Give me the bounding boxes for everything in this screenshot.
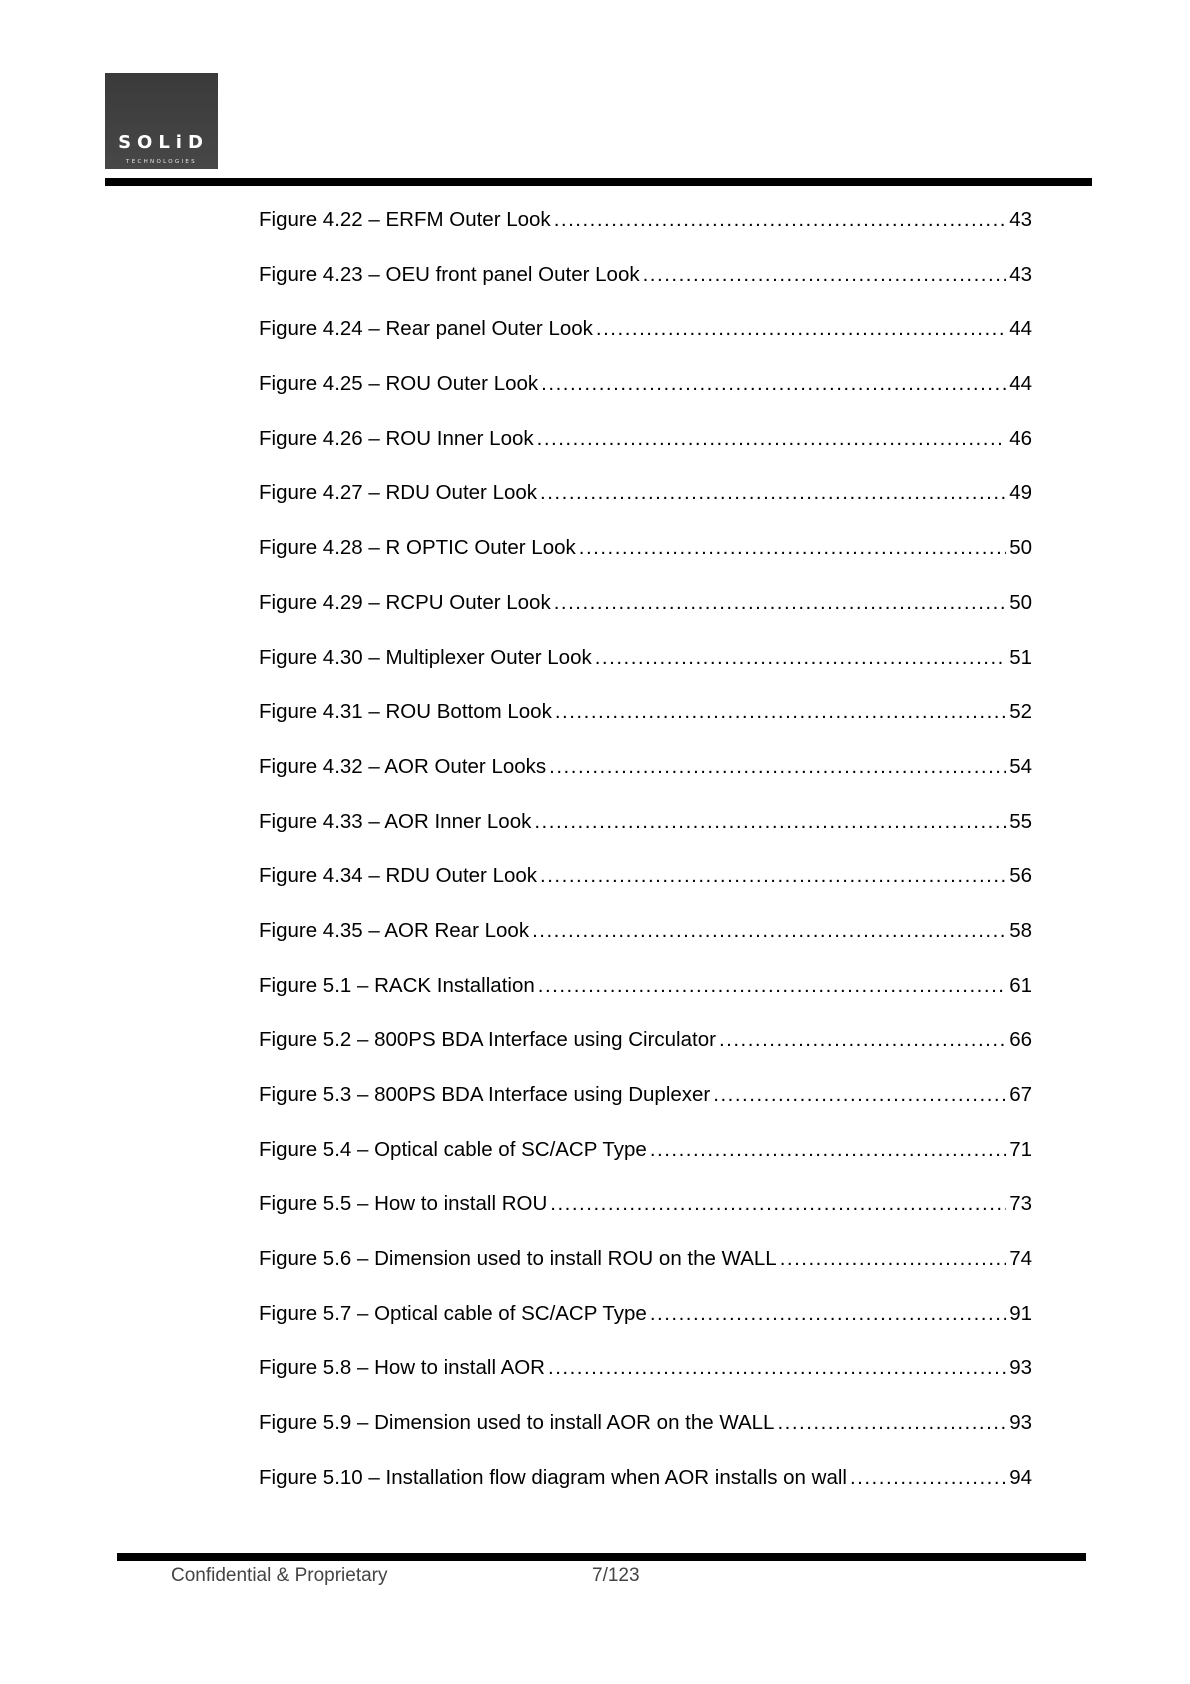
toc-entry-page: 54 bbox=[1009, 754, 1032, 778]
toc-entry[interactable] bbox=[259, 1411, 1032, 1466]
toc-entry-title: Figure 4.23 – OEU front panel Outer Look bbox=[259, 262, 640, 286]
toc-dot-leader bbox=[538, 974, 1006, 998]
toc-entry[interactable] bbox=[259, 372, 1032, 427]
toc-entry[interactable] bbox=[259, 1083, 1032, 1138]
toc-entry-title: Figure 4.26 – ROU Inner Look bbox=[259, 426, 534, 450]
toc-entry-title: Figure 4.25 – ROU Outer Look bbox=[259, 372, 539, 396]
toc-entry-title: Figure 4.28 – R OPTIC Outer Look bbox=[259, 536, 576, 560]
toc-entry-page: 44 bbox=[1009, 372, 1032, 396]
toc-entry[interactable] bbox=[259, 1302, 1032, 1357]
footer-rule bbox=[117, 1553, 1086, 1561]
toc-entry-page: 66 bbox=[1009, 1028, 1032, 1052]
toc-dot-leader bbox=[554, 208, 1007, 232]
company-logo bbox=[105, 73, 218, 169]
toc-entry-page: 61 bbox=[1009, 973, 1032, 997]
toc-entry-title: Figure 4.35 – AOR Rear Look bbox=[259, 918, 530, 942]
toc-dot-leader bbox=[650, 1138, 1006, 1162]
toc-dot-leader bbox=[541, 372, 1006, 396]
toc-entry-title: Figure 4.22 – ERFM Outer Look bbox=[259, 208, 551, 231]
toc-entry[interactable] bbox=[259, 1356, 1032, 1411]
toc-entry[interactable] bbox=[259, 536, 1032, 591]
toc-entry-page: 43 bbox=[1009, 262, 1032, 286]
toc-entry-page: 71 bbox=[1009, 1137, 1032, 1161]
toc-entry-page: 67 bbox=[1009, 1083, 1032, 1106]
toc-dot-leader bbox=[579, 536, 1006, 560]
toc-entry-page: 93 bbox=[1009, 1356, 1032, 1380]
toc-dot-leader bbox=[595, 646, 1006, 670]
toc-dot-leader bbox=[719, 1028, 1006, 1052]
toc-entry-title: Figure 5.8 – How to install AOR bbox=[259, 1356, 545, 1380]
toc-entry-title: Figure 4.33 – AOR Inner Look bbox=[259, 809, 532, 833]
toc-entry-page: 51 bbox=[1009, 645, 1032, 669]
toc-entry-title: Figure 4.24 – Rear panel Outer Look bbox=[259, 317, 593, 341]
toc-entry-title: Figure 4.27 – RDU Outer Look bbox=[259, 481, 538, 505]
toc-entry[interactable] bbox=[259, 919, 1032, 974]
toc-entry[interactable] bbox=[259, 646, 1032, 701]
toc-entry-page: 94 bbox=[1009, 1465, 1032, 1489]
toc-entry[interactable] bbox=[259, 427, 1032, 482]
toc-entry[interactable] bbox=[259, 1138, 1032, 1193]
toc-entry-page: 50 bbox=[1009, 536, 1032, 560]
toc-dot-leader bbox=[534, 810, 1006, 834]
toc-entry-page: 56 bbox=[1009, 864, 1032, 888]
toc-entry-title: Figure 5.4 – Optical cable of SC/ACP Type bbox=[259, 1137, 647, 1161]
toc-entry[interactable] bbox=[259, 864, 1032, 919]
toc-entry-title: Figure 5.3 – 800PS BDA Interface using Duplexer bbox=[259, 1083, 711, 1106]
toc-dot-leader bbox=[650, 1302, 1006, 1326]
toc-entry[interactable] bbox=[259, 591, 1032, 646]
toc-entry-page: 44 bbox=[1009, 317, 1032, 341]
toc-entry-title: Figure 4.32 – AOR Outer Looks bbox=[259, 754, 547, 778]
toc-dot-leader bbox=[550, 1192, 1006, 1216]
toc-entry[interactable] bbox=[259, 208, 1032, 263]
toc-dot-leader bbox=[713, 1083, 1006, 1107]
toc-entry[interactable] bbox=[259, 1247, 1032, 1302]
toc-entry-page: 49 bbox=[1009, 481, 1032, 505]
toc-dot-leader bbox=[643, 263, 1007, 287]
toc-entry[interactable] bbox=[259, 1192, 1032, 1247]
toc-entry-page: 50 bbox=[1009, 590, 1032, 614]
header-rule bbox=[105, 178, 1092, 186]
toc-dot-leader bbox=[777, 1411, 1006, 1435]
toc-dot-leader bbox=[540, 864, 1006, 888]
toc-entry[interactable] bbox=[259, 1466, 1032, 1521]
toc-entry-title: Figure 5.7 – Optical cable of SC/ACP Type bbox=[259, 1301, 647, 1325]
logo-subtext: TECHNOLOGIES bbox=[126, 159, 197, 165]
toc-entry-title: Figure 5.5 – How to install ROU bbox=[259, 1192, 548, 1216]
logo-wordmark: SOLiD bbox=[118, 132, 209, 153]
toc-entry[interactable] bbox=[259, 1028, 1032, 1083]
toc-entry-title: Figure 5.2 – 800PS BDA Interface using Circulator bbox=[259, 1028, 716, 1052]
toc-dot-leader bbox=[537, 427, 1007, 451]
toc-entry[interactable] bbox=[259, 974, 1032, 1029]
toc-entry-title: Figure 4.34 – RDU Outer Look bbox=[259, 864, 538, 888]
toc-entry-title: Figure 5.6 – Dimension used to install ROU on the WALL bbox=[259, 1247, 777, 1271]
toc-entry-page: 93 bbox=[1009, 1411, 1032, 1435]
toc-entry[interactable] bbox=[259, 317, 1032, 372]
toc-entry[interactable] bbox=[259, 481, 1032, 536]
toc-dot-leader bbox=[596, 317, 1006, 341]
toc-dot-leader bbox=[532, 919, 1006, 943]
toc-entry-title: Figure 5.10 – Installation flow diagram when AOR installs on wall bbox=[259, 1465, 847, 1489]
toc-dot-leader bbox=[850, 1466, 1006, 1490]
toc-entry-page: 74 bbox=[1009, 1247, 1032, 1271]
confidential-notice: Confidential & Proprietary bbox=[171, 1565, 388, 1586]
toc-dot-leader bbox=[554, 591, 1006, 615]
toc-entry-page: 91 bbox=[1009, 1301, 1032, 1325]
toc-dot-leader bbox=[540, 481, 1006, 505]
toc-dot-leader bbox=[780, 1247, 1007, 1271]
toc-entry-page: 52 bbox=[1009, 700, 1032, 724]
toc-entry[interactable] bbox=[259, 755, 1032, 810]
list-of-figures bbox=[259, 208, 1032, 1521]
toc-entry-title: Figure 5.9 – Dimension used to install AOR on the WALL bbox=[259, 1411, 775, 1435]
toc-entry-title: Figure 4.30 – Multiplexer Outer Look bbox=[259, 645, 592, 669]
toc-dot-leader bbox=[555, 700, 1006, 724]
toc-entry-page: 58 bbox=[1009, 918, 1032, 942]
toc-entry[interactable] bbox=[259, 810, 1032, 865]
toc-entry-title: Figure 5.1 – RACK Installation bbox=[259, 973, 535, 997]
toc-dot-leader bbox=[548, 1356, 1006, 1380]
toc-entry-page: 43 bbox=[1009, 208, 1032, 231]
toc-entry[interactable] bbox=[259, 700, 1032, 755]
page-number: 7/123 bbox=[592, 1565, 640, 1586]
toc-entry[interactable] bbox=[259, 263, 1032, 318]
toc-entry-title: Figure 4.31 – ROU Bottom Look bbox=[259, 700, 552, 724]
toc-dot-leader bbox=[549, 755, 1006, 779]
toc-entry-page: 73 bbox=[1009, 1192, 1032, 1216]
toc-entry-page: 46 bbox=[1009, 426, 1032, 450]
toc-entry-title: Figure 4.29 – RCPU Outer Look bbox=[259, 590, 551, 614]
toc-entry-page: 55 bbox=[1009, 809, 1032, 833]
